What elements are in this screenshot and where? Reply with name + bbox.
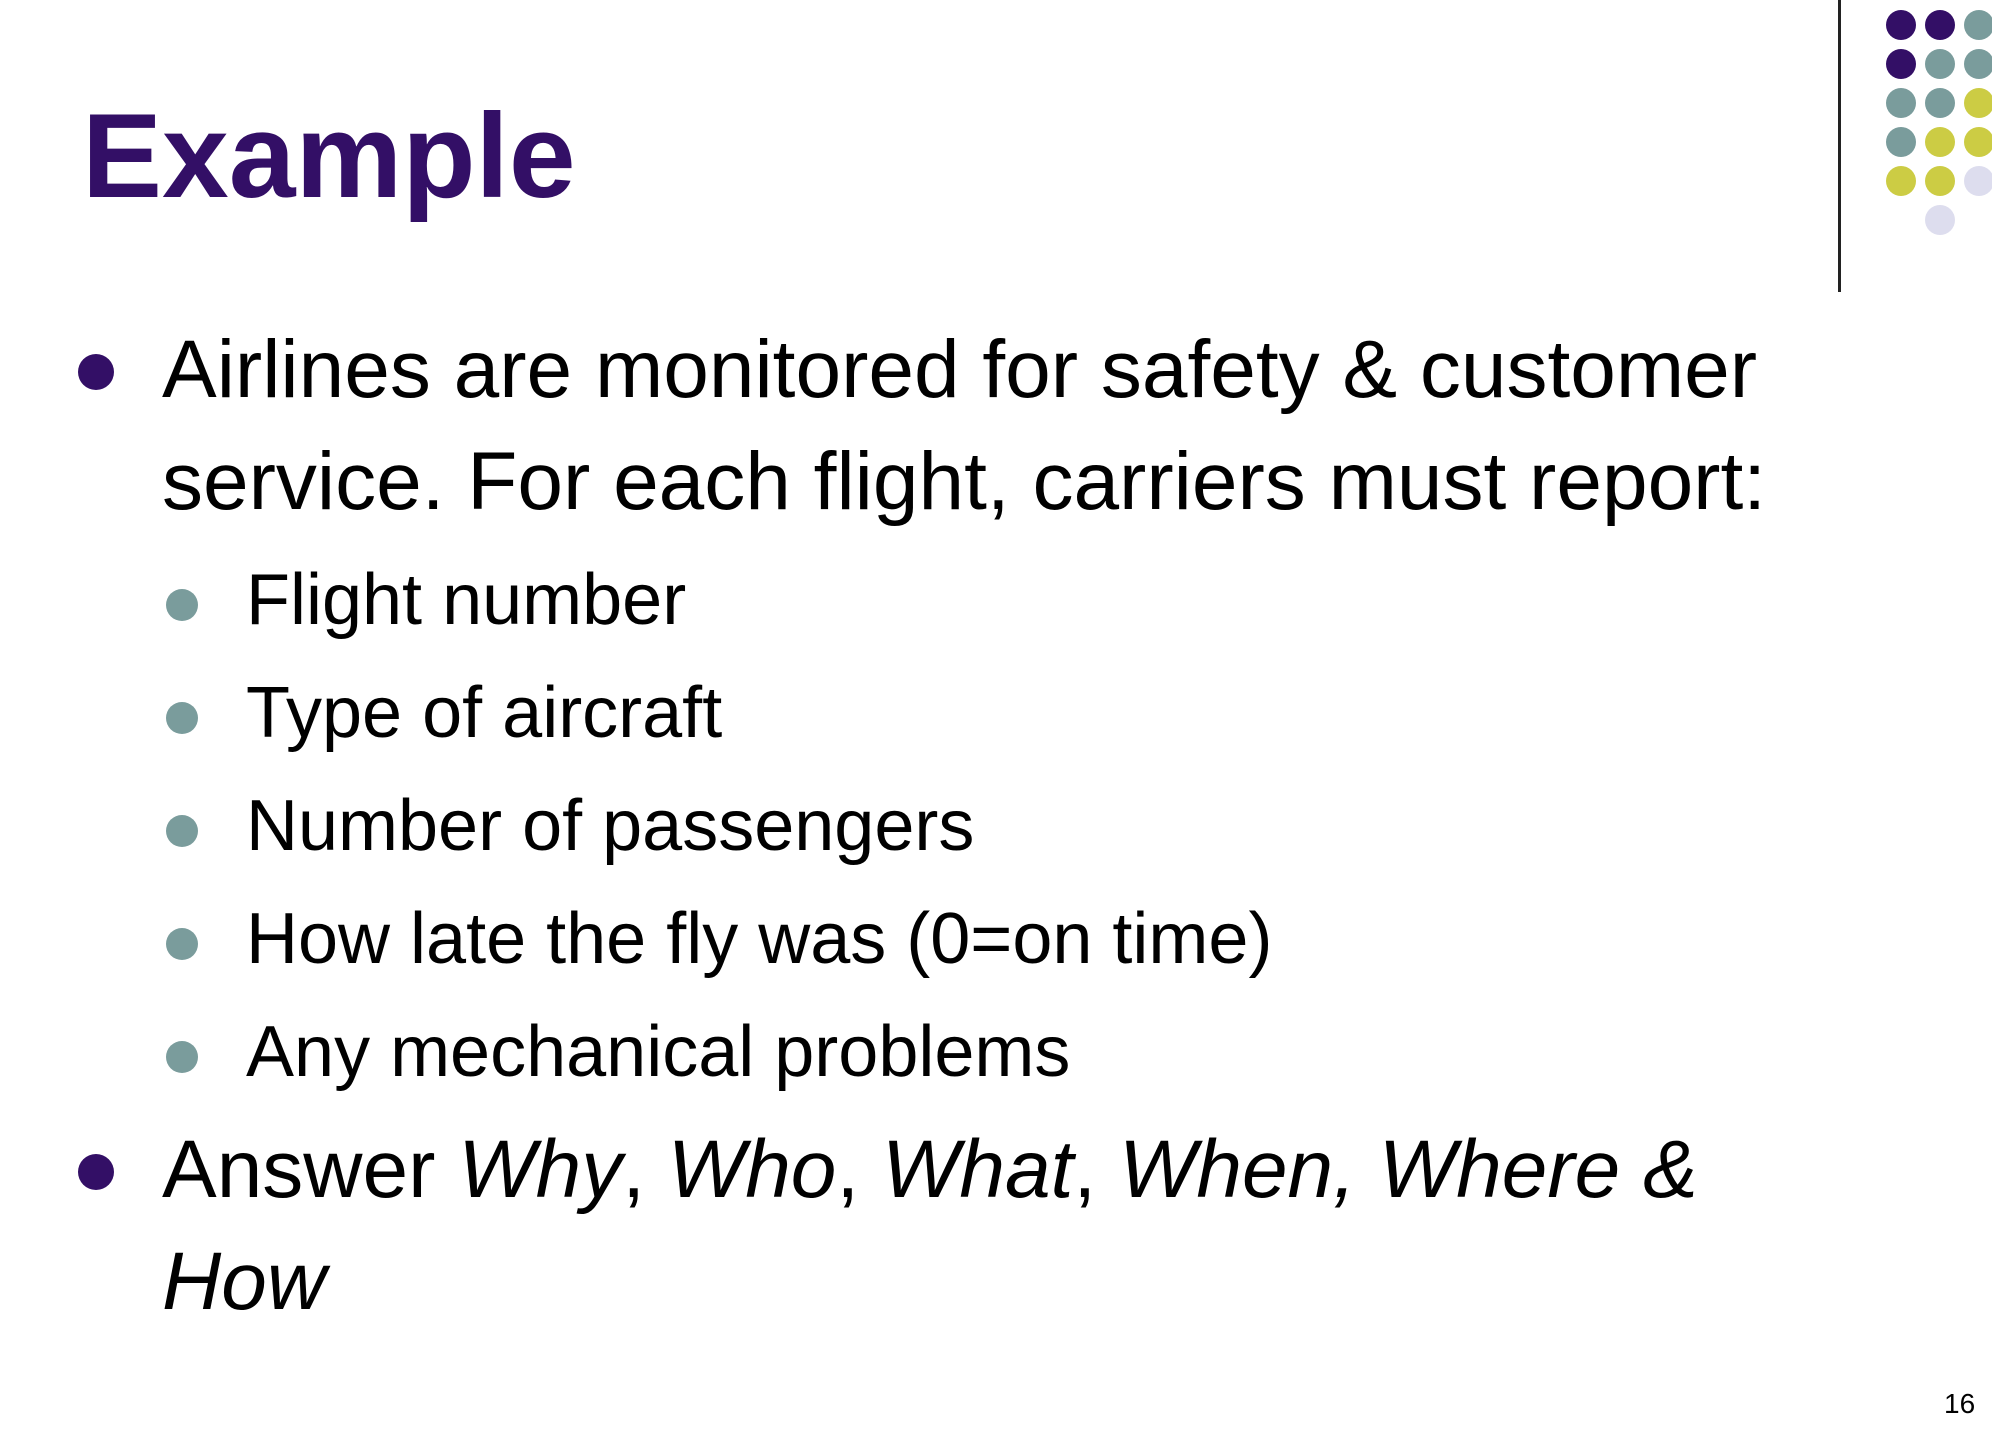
- bullet-marker: [78, 1154, 114, 1190]
- separator: ,: [1073, 1124, 1119, 1215]
- corner-divider-line: [1838, 0, 1841, 292]
- sub-bullet-text: Type of aircraft: [246, 673, 723, 753]
- separator: ,: [622, 1124, 668, 1215]
- dot-purple: [1925, 10, 1955, 40]
- dot-lavender: [1925, 205, 1955, 235]
- sub-bullet-text: Flight number: [246, 560, 687, 640]
- dot-lavender: [1964, 166, 1992, 196]
- bullet-answer-questions: [162, 1114, 1698, 1338]
- bullet-text-line1: Airlines are monitored for safety & customer: [162, 324, 1758, 415]
- bullet-text-line2: service. For each flight, carriers must report:: [162, 436, 1767, 527]
- bullet-marker: [78, 354, 114, 390]
- dot-teal: [1925, 49, 1955, 79]
- sub-bullet-text: Any mechanical problems: [246, 1012, 1071, 1092]
- dot-yellow: [1964, 88, 1992, 118]
- word-who: Who: [667, 1124, 837, 1215]
- dot-yellow: [1964, 127, 1992, 157]
- sub-bullet-marker: [166, 589, 198, 621]
- sub-bullet-flight-number: [246, 552, 686, 648]
- bullet-airlines-monitored: [162, 314, 1766, 538]
- sub-bullet-mechanical: [246, 1004, 1070, 1100]
- separator: ,: [836, 1124, 882, 1215]
- answer-prefix: Answer: [162, 1124, 459, 1215]
- sub-bullet-marker: [166, 928, 198, 960]
- dot-teal: [1886, 127, 1916, 157]
- dot-teal: [1925, 88, 1955, 118]
- dot-yellow: [1925, 127, 1955, 157]
- sub-bullet-text: Number of passengers: [246, 786, 975, 866]
- sub-bullet-marker: [166, 815, 198, 847]
- dot-yellow: [1886, 166, 1916, 196]
- dot-yellow: [1925, 166, 1955, 196]
- word-when-where: When, Where &: [1118, 1124, 1698, 1215]
- dot-purple: [1886, 49, 1916, 79]
- bullet-text-line1: [162, 1114, 1698, 1226]
- sub-bullet-passengers: [246, 778, 974, 874]
- slide-title: Example: [82, 89, 576, 223]
- page-number: 16: [1944, 1388, 1976, 1419]
- word-how: How: [162, 1236, 327, 1327]
- dot-teal: [1964, 10, 1992, 40]
- sub-bullet-lateness: [246, 891, 1272, 987]
- dot-purple: [1886, 10, 1916, 40]
- sub-bullet-marker: [166, 1041, 198, 1073]
- bullet-text-line2: [162, 1226, 1698, 1338]
- sub-bullet-aircraft-type: [246, 665, 722, 761]
- dot-teal: [1964, 49, 1992, 79]
- dot-teal: [1886, 88, 1916, 118]
- sub-bullet-text: How late the fly was (0=on time): [246, 899, 1273, 979]
- word-why: Why: [458, 1124, 623, 1215]
- sub-bullet-marker: [166, 702, 198, 734]
- word-what: What: [881, 1124, 1074, 1215]
